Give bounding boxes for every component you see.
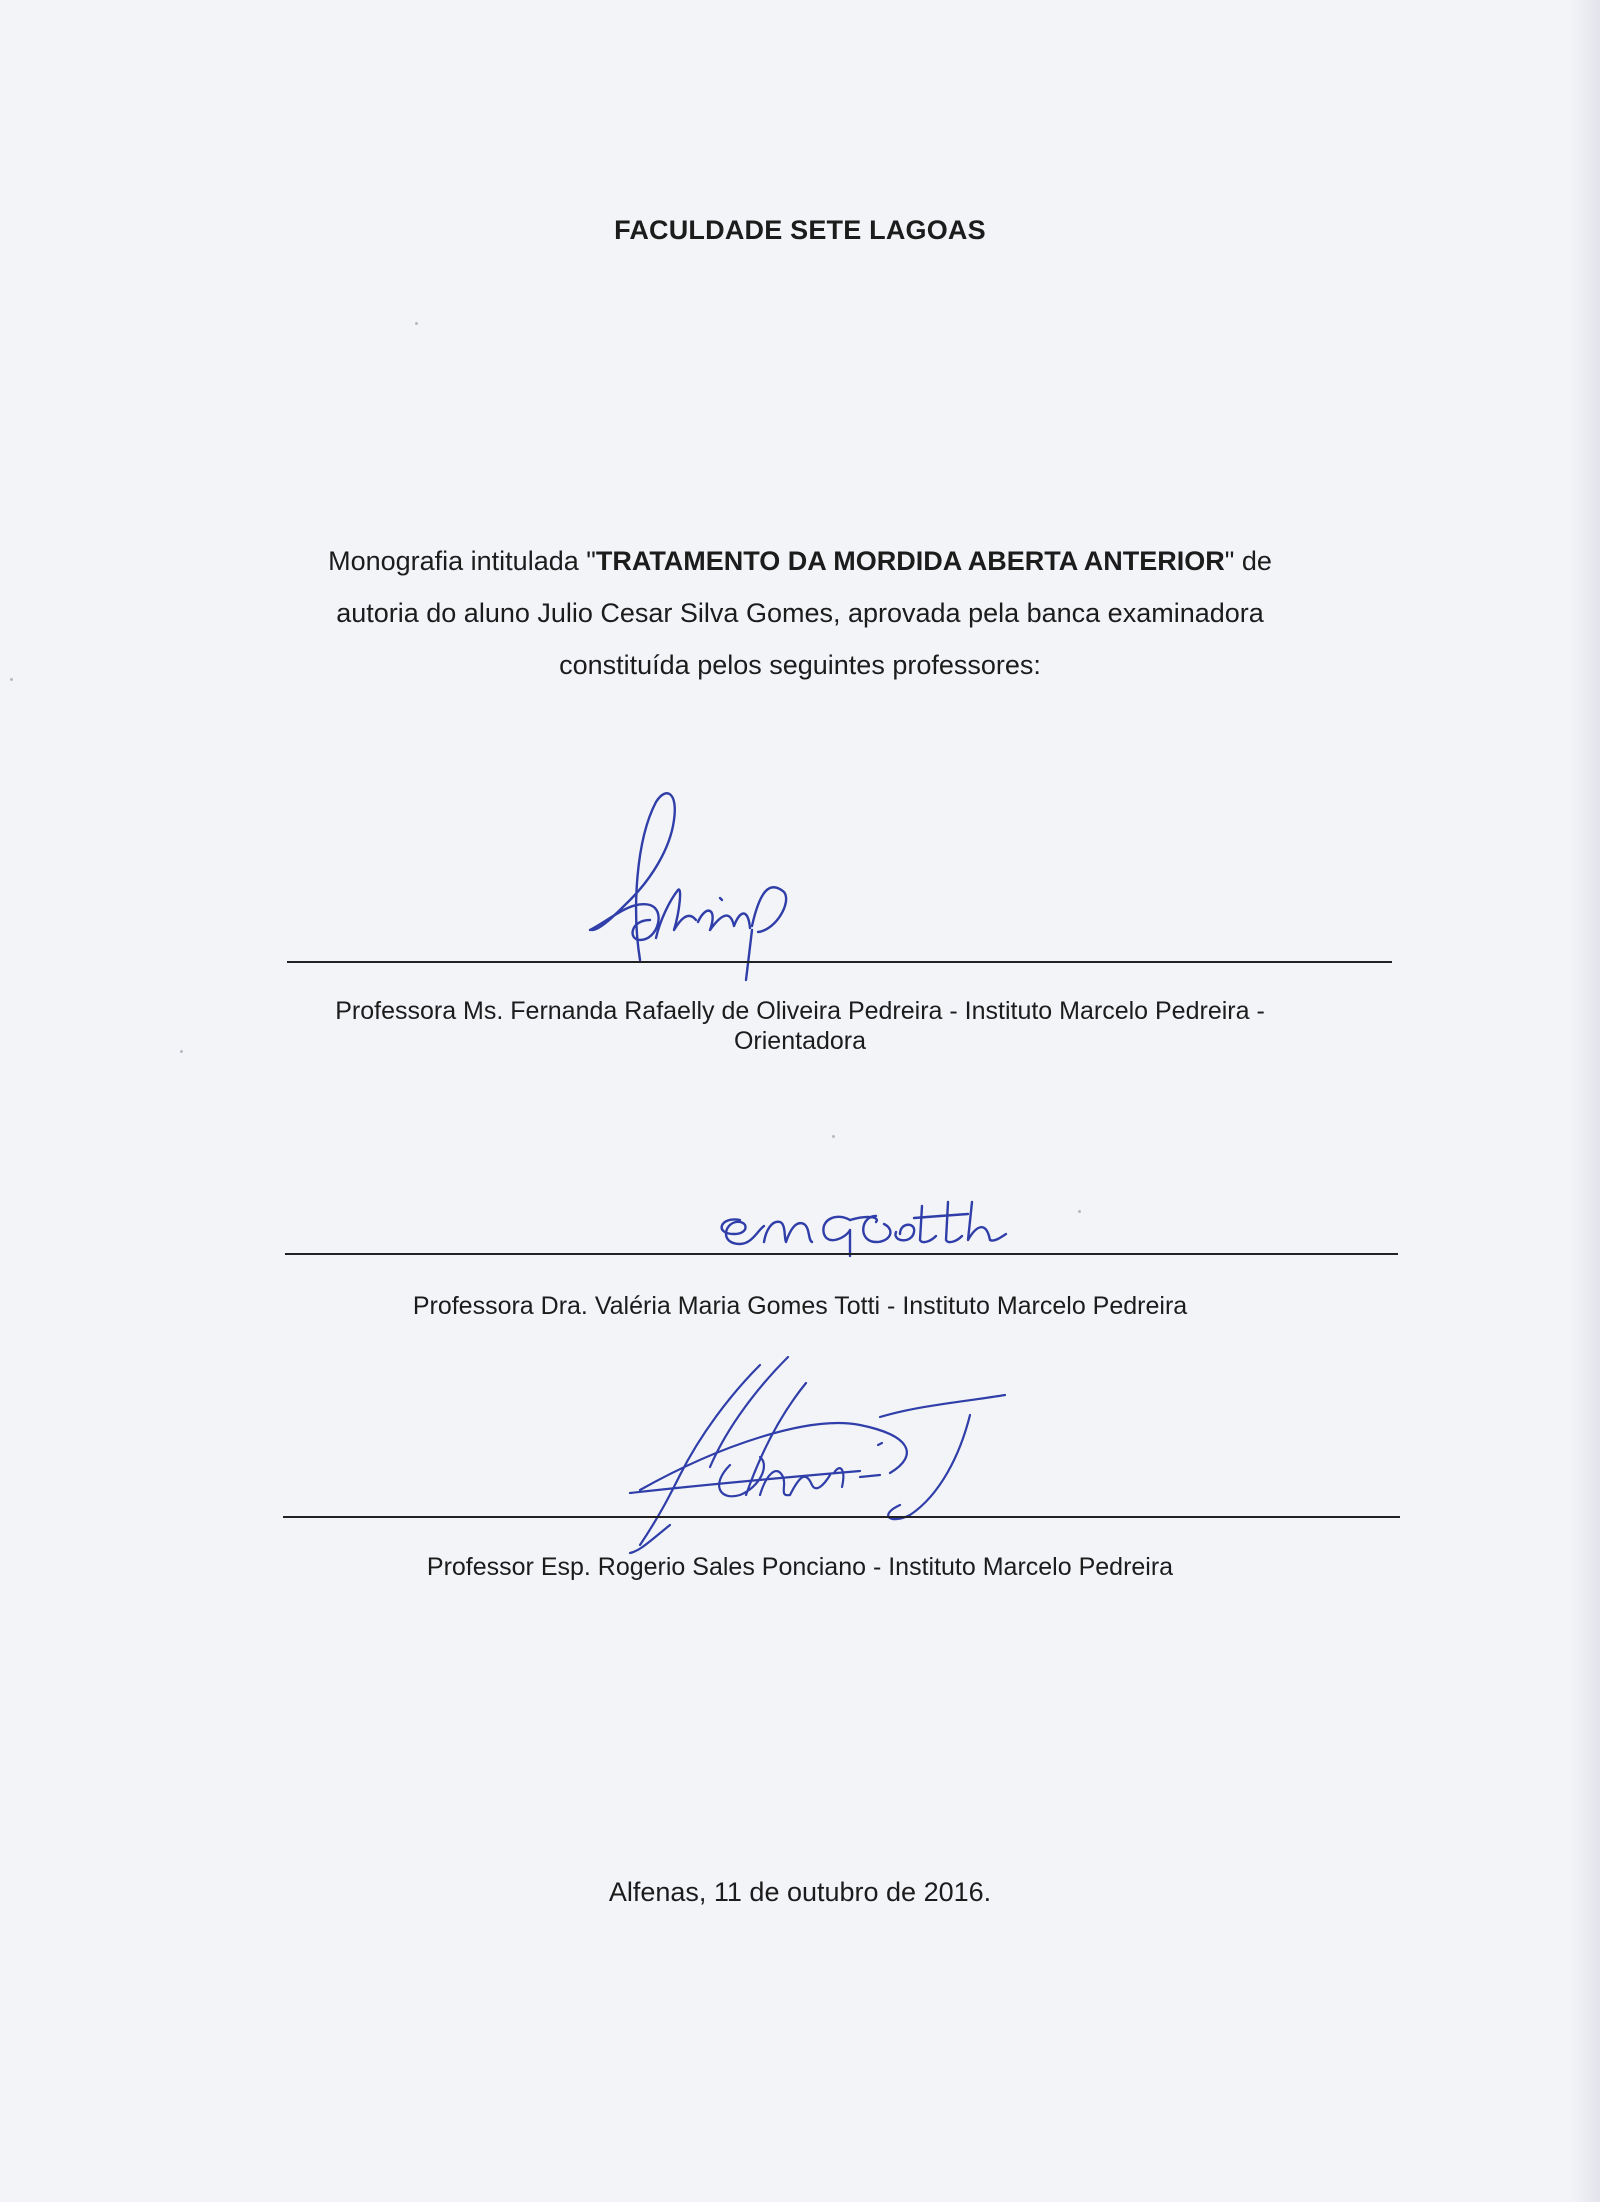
signature-line-2 [285,1253,1398,1255]
examiner-3-name: Professor Esp. Rogerio Sales Ponciano - Instituto Marcelo Pedreira [426,1553,1174,1581]
page-edge-shadow [1570,0,1600,2202]
scan-speck [415,322,418,325]
approval-statement [300,535,1300,691]
institution-heading: FACULDADE SETE LAGOAS [614,215,986,245]
signature-line-1 [287,961,1392,963]
scan-speck [10,678,13,681]
signature-ponciano [610,1345,1030,1555]
monograph-title: TRATAMENTO DA MORDIDA ABERTA ANTERIOR [595,546,1225,576]
signature-totti [700,1190,1040,1260]
statement-line-2: autoria do aluno Julio Cesar Silva Gomes, aprovada pela banca examinadora [336,598,1264,628]
statement-line-3: constituída pelos seguintes professores: [559,650,1041,680]
scan-speck [1078,1210,1081,1213]
signature-pedreira [570,780,810,1000]
scan-speck [180,1050,183,1053]
examiner-1-name: Professora Ms. Fernanda Rafaelly de Oliveira Pedreira - Instituto Marcelo Pedreira - [335,997,1265,1025]
examiner-caption-1 [260,996,1340,1056]
signature-line-3 [283,1516,1400,1518]
statement-prefix: Monografia intitulada " [328,546,596,576]
examiner-caption-2 [260,1291,1340,1321]
scan-speck [832,1135,835,1138]
examiner-2-name: Professora Dra. Valéria Maria Gomes Totti - Instituto Marcelo Pedreira [412,1292,1188,1320]
statement-suffix: " de [1224,546,1272,576]
examiner-1-role: Orientadora [733,1027,867,1055]
date-line: Alfenas, 11 de outubro de 2016. [608,1877,992,1907]
examiner-caption-3 [260,1552,1340,1582]
statement-line-1 [300,535,1300,587]
